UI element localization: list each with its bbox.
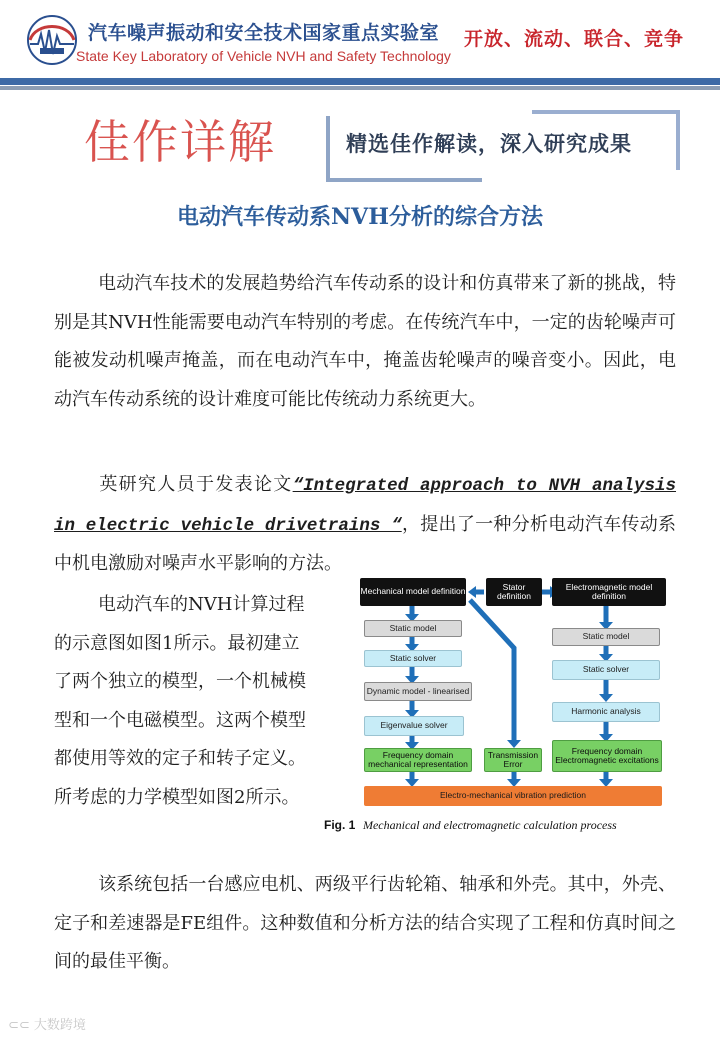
paragraph-text: 该系统包括一台感应电机、两级平行齿轮箱、轴承和外壳。其中，外壳、定子和差速器是FE组件。这种数值和分析方法的结合实现了工程和仿真时间之间的最佳平衡。: [54, 874, 676, 972]
figure-caption-label: Fig. 1: [324, 818, 356, 832]
box-frequency-domain-mechanical: Frequency domain mechanical representation: [364, 748, 472, 772]
paragraph-process: [54, 586, 316, 817]
header-rule-blue: [0, 78, 720, 85]
paragraph-text: 电动汽车的NVH计算过程的示意图如图1所示。最初建立了两个独立的模型，一个机械模型和一个电磁模型。这两个模型都使用等效的定子和转子定义。所考虑的力学模型如图2所示。: [54, 594, 306, 808]
watermark: [8, 1014, 86, 1033]
section-subtitle: 精选佳作解读，深入研究成果: [346, 131, 632, 156]
box-dynamic-model: Dynamic model - linearised: [364, 682, 472, 701]
box-static-model-right: Static model: [552, 628, 660, 646]
lab-name-en: State Key Laboratory of Vehicle NVH and Safety Technology: [76, 48, 451, 64]
lab-name-cn: 汽车噪声振动和安全技术国家重点实验室: [88, 22, 440, 44]
box-stator-definition: Stator definition: [486, 578, 542, 606]
paragraph-system: [54, 866, 676, 982]
header-rule-gray: [0, 86, 720, 90]
lab-motto: 开放、流动、联合、竞争: [464, 28, 685, 50]
figure-1-flowchart: [356, 576, 670, 816]
article-title: 电动汽车传动系NVH分析的综合方法: [177, 204, 543, 230]
box-static-model-left: Static model: [364, 620, 462, 637]
box-electromagnetic-model-definition: Electromagnetic model definition: [552, 578, 666, 606]
paragraph-text: 电动汽车技术的发展趋势给汽车传动系的设计和仿真带来了新的挑战，特别是其NVH性能需要电动汽车特别的考虑。在传统汽车中，一定的齿轮噪声可能被发动机噪声掩盖，而在电动汽车中，掩盖齿轮噪声的噪音变小。因此，电动汽车传动系统的设计难度可能比传统动力系统更大。: [54, 273, 676, 410]
paragraph-text: ，提出了一种分析电动汽车传动系中机电激励对噪声水平影响的方法。: [54, 513, 676, 574]
page-header: [0, 0, 720, 88]
watermark-icon: ⊂⊂: [8, 1018, 34, 1033]
paragraph-paper: [54, 466, 676, 584]
box-harmonic-analysis: Harmonic analysis: [552, 702, 660, 722]
paper-title-link[interactable]: “Integrated approach to NVH analysis in electric vehicle drivetrains “: [54, 476, 677, 536]
paragraph-text: 英研究人员于发表论文: [98, 474, 293, 495]
watermark-text: 大数跨境: [33, 1018, 86, 1033]
nvh-lab-logo-icon: [26, 14, 78, 66]
figure-caption-text: Mechanical and electromagnetic calculation process: [362, 818, 617, 832]
box-static-solver-right: Static solver: [552, 660, 660, 680]
section-title: 佳作详解: [84, 115, 276, 169]
box-eigenvalue-solver: Eigenvalue solver: [364, 716, 464, 736]
box-static-solver-left: Static solver: [364, 650, 462, 667]
paragraph-intro: [54, 265, 676, 419]
box-transmission-error: Transmission Error: [484, 748, 542, 772]
box-frequency-domain-electromagnetic: Frequency domain Electromagnetic excitations: [552, 740, 662, 772]
figure-caption: [324, 818, 617, 833]
box-mechanical-model-definition: Mechanical model definition: [360, 578, 466, 606]
box-electro-mechanical-prediction: Electro-mechanical vibration prediction: [364, 786, 662, 806]
